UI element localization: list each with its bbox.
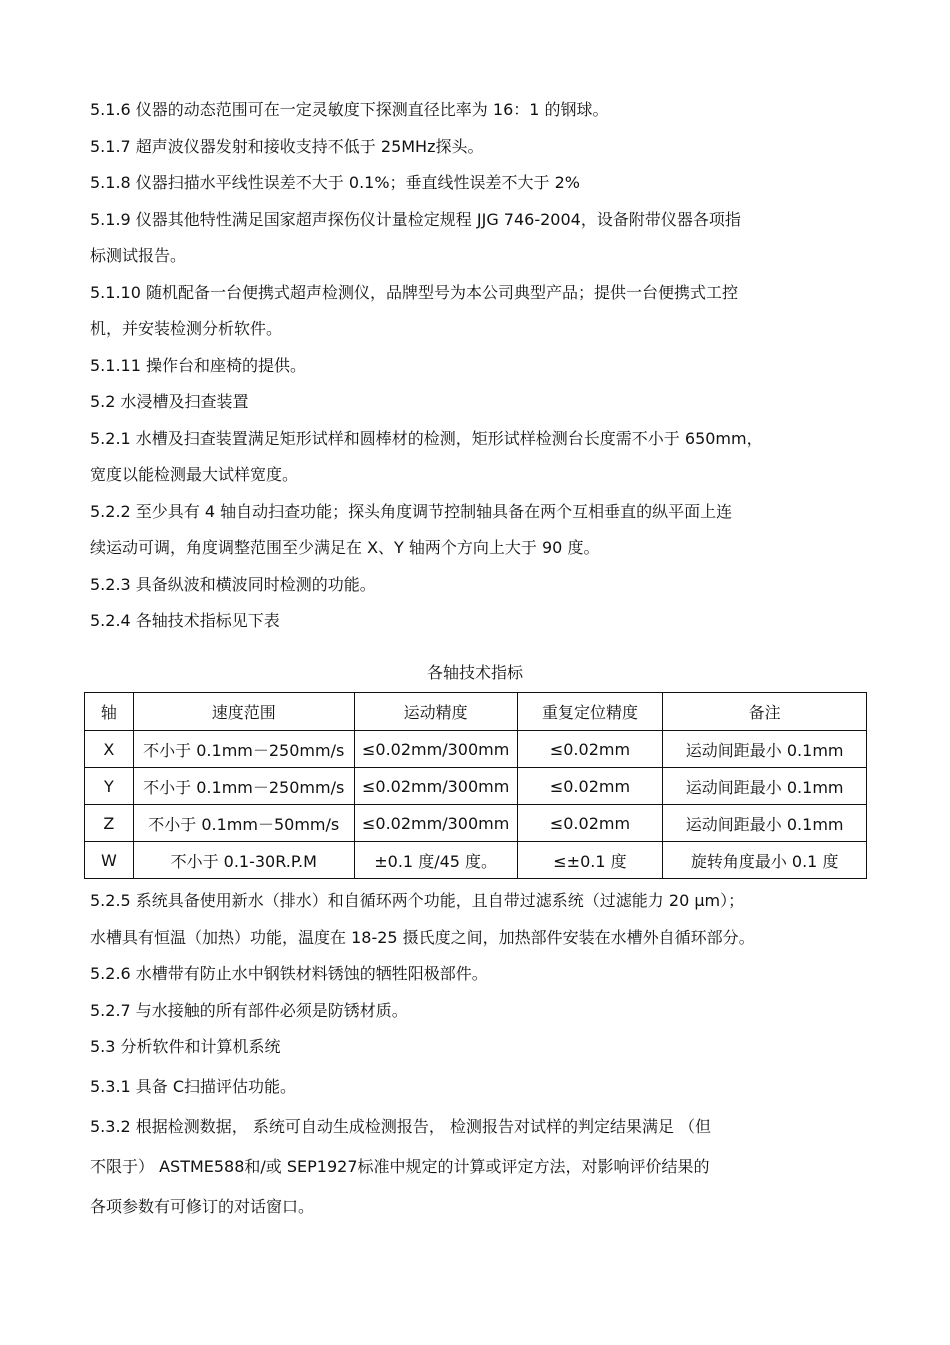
text-line: 5.1.6 仪器的动态范围可在一定灵敏度下探测直径比率为 16：1 的钢球。 bbox=[90, 100, 609, 119]
cell-repeat-accuracy: ≤±0.1 度 bbox=[517, 842, 663, 879]
table-header-row bbox=[85, 693, 867, 731]
text-line: 各项参数有可修订的对话窗口。 bbox=[90, 1197, 315, 1216]
text-line: 5.3 分析软件和计算机系统 bbox=[90, 1037, 281, 1056]
text-line: 水槽具有恒温（加热）功能，温度在 18-25 摄氏度之间，加热部件安装在水槽外自循环部分。 bbox=[90, 927, 755, 947]
text-line: 5.2.4 各轴技术指标见下表 bbox=[90, 611, 280, 630]
text-line: 续运动可调，角度调整范围至少满足在 X、Y 轴两个方向上大于 90 度。 bbox=[90, 538, 600, 557]
cell-motion-accuracy: ≤0.02mm/300mm bbox=[354, 731, 517, 768]
cell-remarks: 旋转角度最小 0.1 度 bbox=[663, 842, 867, 879]
text-line: 宽度以能检测最大试样宽度。 bbox=[90, 465, 299, 484]
cell-repeat-accuracy: ≤0.02mm bbox=[517, 805, 663, 842]
text-line: 5.2.1 水槽及扫查装置满足矩形试样和圆棒材的检测，矩形试样检测台长度需不小于 650mm， bbox=[90, 428, 763, 448]
text-line: 5.2.6 水槽带有防止水中钢铁材料锈蚀的牺牲阳极部件。 bbox=[90, 964, 488, 983]
cell-speed-range: 不小于 0.1mm－250mm/s bbox=[133, 768, 354, 805]
text-line: 5.1.11 操作台和座椅的提供。 bbox=[90, 355, 306, 375]
text-line: 5.2.5 系统具备使用新水（排水）和自循环两个功能，且自带过滤系统（过滤能力 20 μm）； bbox=[90, 891, 745, 910]
cell-motion-accuracy: ±0.1 度/45 度。 bbox=[354, 842, 517, 879]
cell-remarks: 运动间距最小 0.1mm bbox=[663, 768, 867, 805]
table-row bbox=[85, 768, 867, 805]
text-line: 5.1.8 仪器扫描水平线性误差不大于 0.1%；垂直线性误差不大于 2% bbox=[90, 173, 581, 192]
cell-repeat-accuracy: ≤0.02mm bbox=[517, 731, 663, 768]
cell-speed-range: 不小于 0.1mm－50mm/s bbox=[133, 805, 354, 842]
text-line: 5.2 水浸槽及扫查装置 bbox=[90, 392, 249, 411]
text-line: 5.2.3 具备纵波和横波同时检测的功能。 bbox=[90, 574, 376, 594]
cell-speed-range: 不小于 0.1mm－250mm/s bbox=[133, 731, 354, 768]
text-line: 5.1.9 仪器其他特性满足国家超声探伤仪计量检定规程 JJG 746-2004，设备附带仪器各项指 bbox=[90, 209, 741, 229]
cell-repeat-accuracy: ≤0.02mm bbox=[517, 768, 663, 805]
text-line: 5.2.7 与水接触的所有部件必须是防锈材质。 bbox=[90, 1000, 408, 1020]
table-row bbox=[85, 731, 867, 768]
cell-speed-range: 不小于 0.1-30R.P.M bbox=[133, 842, 354, 879]
cell-axis: Y bbox=[85, 768, 134, 805]
header-axis: 轴 bbox=[85, 693, 134, 731]
cell-axis: X bbox=[85, 731, 134, 768]
table-row bbox=[85, 842, 867, 879]
text-line: 不限于） ASTME588和/或 SEP1927标准中规定的计算或评定方法，对影响评价结果的 bbox=[90, 1157, 710, 1176]
cell-remarks: 运动间距最小 0.1mm bbox=[663, 805, 867, 842]
header-motion-accuracy: 运动精度 bbox=[354, 693, 517, 731]
cell-axis: W bbox=[85, 842, 134, 879]
text-line: 5.1.7 超声波仪器发射和接收支持不低于 25MHz探头。 bbox=[90, 136, 484, 156]
header-speed-range: 速度范围 bbox=[133, 693, 354, 731]
text-block-top bbox=[90, 92, 870, 640]
text-line: 5.2.2 至少具有 4 轴自动扫查功能；探头角度调节控制轴具备在两个互相垂直的纵平面上连 bbox=[90, 501, 733, 521]
cell-remarks: 运动间距最小 0.1mm bbox=[663, 731, 867, 768]
cell-motion-accuracy: ≤0.02mm/300mm bbox=[354, 768, 517, 805]
text-line: 5.3.2 根据检测数据， 系统可自动生成检测报告， 检测报告对试样的判定结果满足 （但 bbox=[90, 1117, 712, 1136]
text-line: 机，并安装检测分析软件。 bbox=[90, 319, 283, 338]
table-row bbox=[85, 805, 867, 842]
text-line: 5.3.1 具备 C扫描评估功能。 bbox=[90, 1077, 297, 1096]
cell-axis: Z bbox=[85, 805, 134, 842]
text-line: 5.1.10 随机配备一台便携式超声检测仪，品牌型号为本公司典型产品；提供一台便携式工控 bbox=[90, 282, 738, 302]
text-block-bottom bbox=[90, 883, 870, 1226]
axis-spec-table bbox=[84, 692, 867, 879]
header-repeat-accuracy: 重复定位精度 bbox=[517, 693, 663, 731]
table-caption: 各轴技术指标 bbox=[426, 663, 523, 682]
header-remarks: 备注 bbox=[663, 693, 867, 731]
text-line: 标测试报告。 bbox=[90, 246, 187, 265]
cell-motion-accuracy: ≤0.02mm/300mm bbox=[354, 805, 517, 842]
